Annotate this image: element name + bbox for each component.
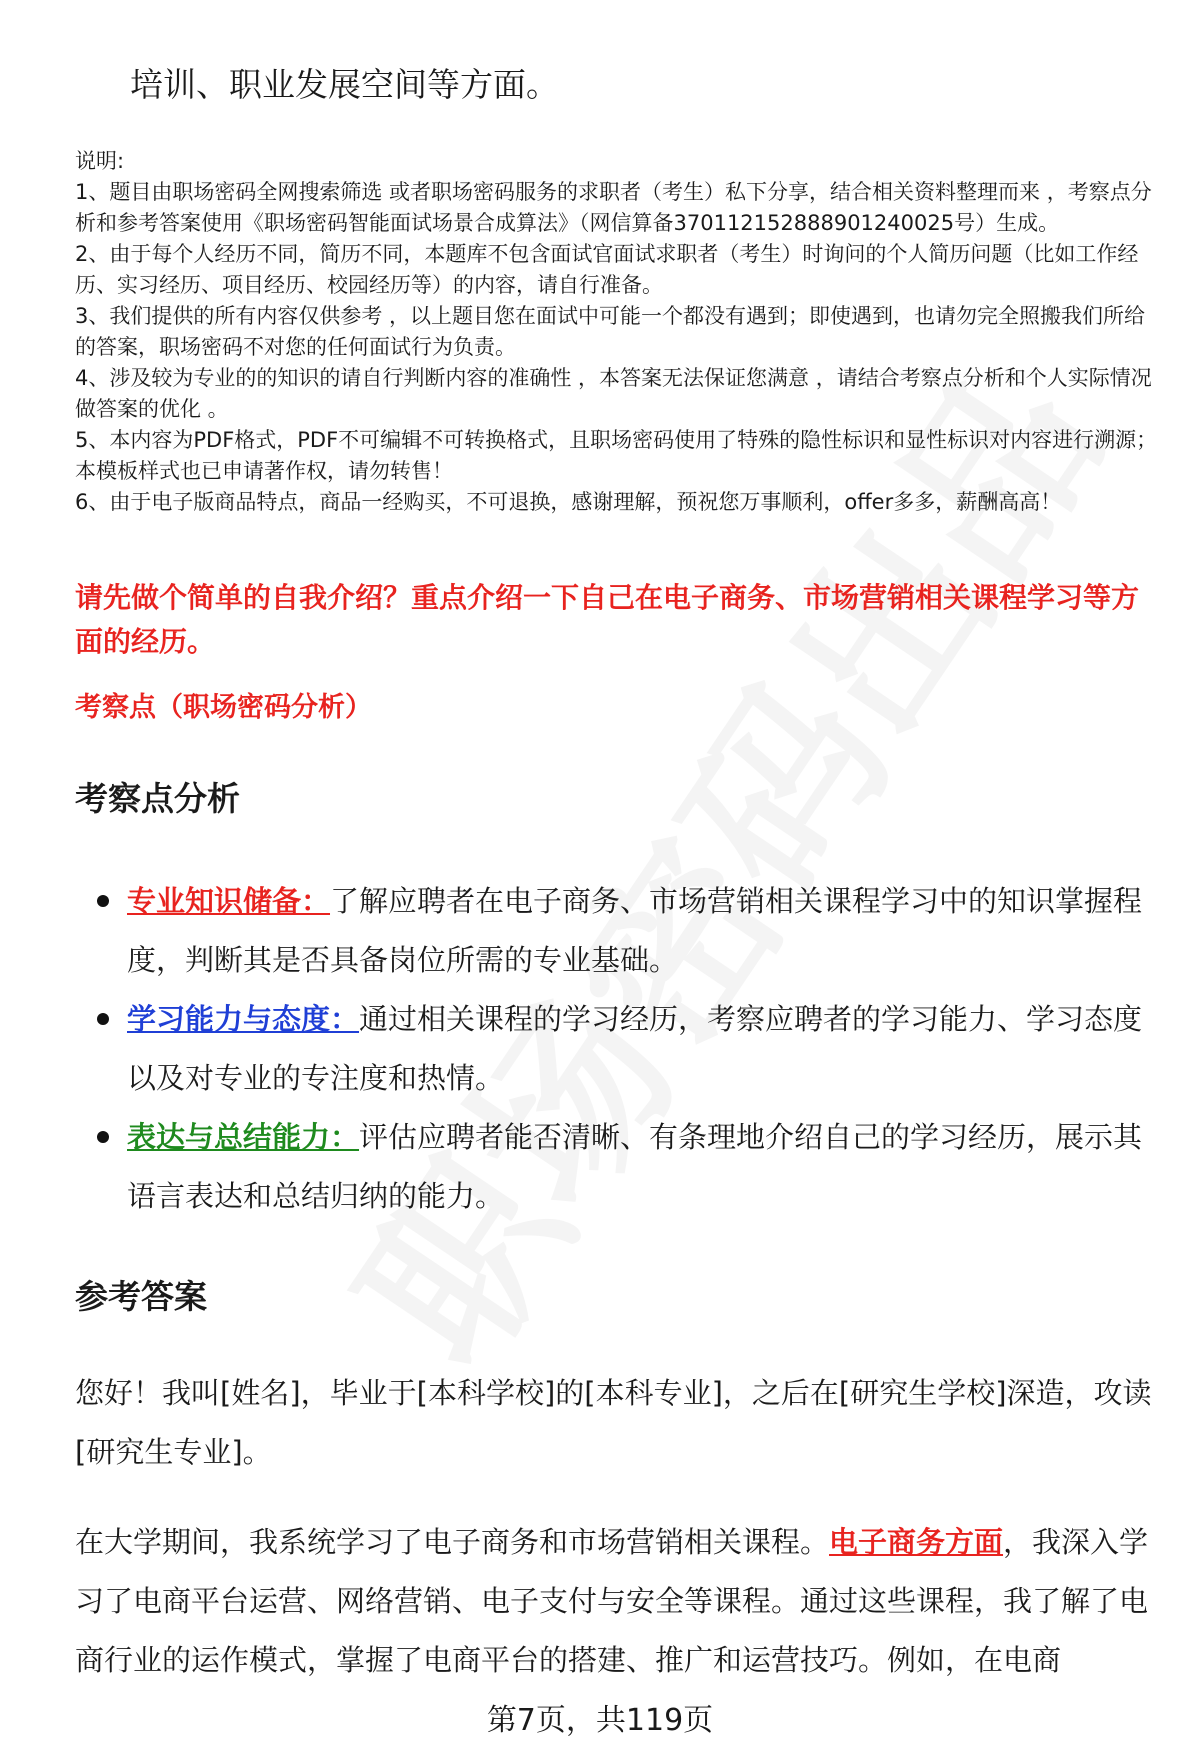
analysis-item (75, 990, 1165, 1108)
analysis-list (75, 872, 1165, 1226)
note-item: 4、涉及较为专业的的知识的请自行判断内容的准确性 ，本答案无法保证您满意 ，请结合考察点分析和个人实际情况做答案的优化 。 (75, 366, 1152, 421)
analysis-item-label: 表达与总结能力： (127, 1120, 360, 1154)
analysis-item-text: 评估应聘者能否清晰、有条理地介绍自己的学习经历，展示其语言表达和总结归纳的能力。 (127, 1120, 1143, 1213)
note-item: 2、由于每个人经历不同，简历不同，本题库不包含面试官面试求职者（考生）时询问的个人简历问题（比如工作经历、实习经历、项目经历、校园经历等）的内容，请自行准备。 (75, 242, 1139, 297)
interview-question: 请先做个简单的自我介绍？重点介绍一下自己在电子商务、市场营销相关课程学习等方面的经历。 (75, 581, 1140, 658)
answer-paragraph (75, 1513, 1165, 1690)
bullet-dot-icon (97, 895, 109, 907)
analysis-item-text: 了解应聘者在电子商务、市场营销相关课程学习中的知识掌握程度，判断其是否具备岗位所需的专业基础。 (127, 884, 1143, 977)
bullet-dot-icon (97, 1131, 109, 1143)
analysis-item-label: 专业知识储备： (127, 884, 331, 918)
notes-title: 说明: (75, 149, 125, 173)
analysis-heading: 考察点分析 (75, 779, 240, 818)
answer-heading: 参考答案 (75, 1277, 207, 1316)
bullet-dot-icon (97, 1013, 109, 1025)
answer-paragraph: 您好！我叫[姓名]，毕业于[本科学校]的[本科专业]，之后在[研究生学校]深造，攻读[研究生专业]。 (75, 1376, 1152, 1469)
analysis-item (75, 872, 1165, 990)
answer-text: 在大学期间，我系统学习了电子商务和市场营销相关课程。 (75, 1525, 830, 1559)
notes-section (75, 146, 1160, 518)
answer-text: ，我深入学习了电商平台运营、网络营销、电子支付与安全等课程。通过这些课程，我了解了电商行业的运作模式，掌握了电商平台的搭建、推广和运营技巧。例如，在电商 (75, 1525, 1149, 1677)
analysis-item-label: 学习能力与态度： (127, 1002, 360, 1036)
kaocha-label: 考察点（职场密码分析） (75, 692, 372, 723)
analysis-item-text: 通过相关课程的学习经历，考察应聘者的学习能力、学习态度以及对专业的专注度和热情。 (127, 1002, 1143, 1095)
continuation-text: 培训、职业发展空间等方面。 (130, 65, 559, 104)
note-item: 5、本内容为PDF格式，PDF不可编辑不可转换格式，且职场密码使用了特殊的隐性标识和显性标识对内容进行溯源；本模板样式也已申请著作权，请勿转售！ (75, 428, 1158, 483)
answer-highlight: 电子商务方面 (829, 1525, 1004, 1559)
note-item: 6、由于电子版商品特点，商品一经购买，不可退换，感谢理解，预祝您万事顺利，offer多多，薪酬高高！ (75, 490, 1062, 514)
note-item: 1、题目由职场密码全网搜索筛选 或者职场密码服务的求职者（考生）私下分享，结合相关资料整理而来 ，考察点分析和参考答案使用《职场密码智能面试场景合成算法》（网信算备370112152888901240025号）生成。 (75, 180, 1152, 235)
analysis-item (75, 1108, 1165, 1226)
page-footer: 第7页，共119页 (486, 1703, 714, 1738)
note-item: 3、我们提供的所有内容仅供参考 ，以上题目您在面试中可能一个都没有遇到；即使遇到，也请勿完全照搬我们所给的答案，职场密码不对您的任何面试行为负责。 (75, 304, 1146, 359)
